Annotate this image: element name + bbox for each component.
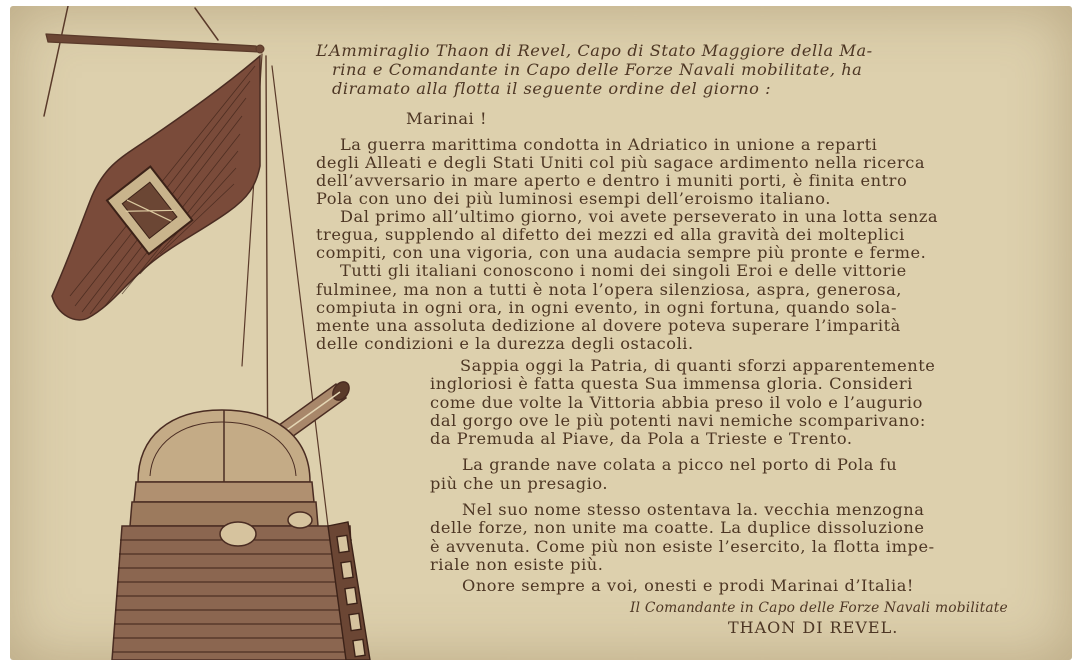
body-line-8: Tutti gli italiani conoscono i nomi dei singoli Eroi e delle vittorie	[340, 261, 907, 280]
body-line-12: delle condizioni e la durezza degli ostacoli.	[316, 334, 694, 353]
body-line-23: riale non esiste più.	[430, 555, 604, 574]
body-line-3: dell’avversario in mare aperto e dentro i muniti porti, è finita entro	[316, 171, 908, 190]
body-line-22: è avvenuta. Come più non esiste l’esercito, la flotta impe-	[430, 537, 935, 556]
body-line-9: fulminee, ma non a tutti è nota l’opera silenziosa, aspra, generosa,	[316, 280, 902, 299]
signature-name: THAON DI REVEL.	[728, 618, 899, 637]
body-line-15: come due volte la Vittoria abbia preso il volo e l’augurio	[430, 393, 923, 412]
body-line-10: compiuta in ogni ora, in ogni evento, in ogni fortuna, quando sola-	[316, 298, 898, 317]
intro-line-1: L’Ammiraglio Thaon di Revel, Capo di Stato Maggiore della Ma-	[316, 41, 873, 60]
body-line-14: ingloriosi è fatta questa Sua immensa gloria. Consideri	[430, 374, 913, 393]
body-line-11: mente una assoluta dedizione al dovere poteva superare l’imparità	[316, 316, 901, 335]
body-line-24: Onore sempre a voi, onesti e prodi Marinai d’Italia!	[462, 576, 914, 595]
signature-title: Il Comandante in Capo delle Forze Navali mobilitate	[630, 600, 1008, 616]
postcard	[10, 6, 1072, 660]
body-line-2: degli Alleati e degli Stati Uniti col più sagace ardimento nella ricerca	[316, 153, 926, 172]
body-line-16: dal gorgo ove le più potenti navi nemiche scomparivano:	[430, 411, 926, 430]
intro-line-2: rina e Comandante in Capo delle Forze Navali mobilitate, ha	[332, 60, 863, 79]
body-line-1: La guerra marittima condotta in Adriatico in unione a reparti	[340, 135, 878, 154]
body-line-21: delle forze, non unite ma coatte. La duplice dissoluzione	[430, 518, 925, 537]
body-line-6: tregua, supplendo al difetto dei mezzi ed alla gravità dei molteplici	[316, 225, 905, 244]
body-line-4: Pola con uno dei più luminosi esempi dell’eroismo italiano.	[316, 189, 831, 208]
body-line-5: Dal primo all’ultimo giorno, voi avete perseverato in una lotta senza	[340, 207, 939, 226]
salutation: Marinai !	[406, 109, 487, 128]
order-of-the-day-text	[10, 6, 1072, 660]
body-line-18: La grande nave colata a picco nel porto di Pola fu	[462, 455, 898, 474]
body-line-13: Sappia oggi la Patria, di quanti sforzi apparentemente	[460, 356, 936, 375]
body-line-17: da Premuda al Piave, da Pola a Trieste e Trento.	[430, 429, 853, 448]
body-line-19: più che un presagio.	[430, 474, 609, 493]
body-line-20: Nel suo nome stesso ostentava la. vecchia menzogna	[462, 500, 925, 519]
intro-line-3: diramato alla flotta il seguente ordine del giorno :	[332, 79, 772, 98]
body-line-7: compiti, con una vigoria, con una audacia sempre più pronte e ferme.	[316, 243, 927, 262]
